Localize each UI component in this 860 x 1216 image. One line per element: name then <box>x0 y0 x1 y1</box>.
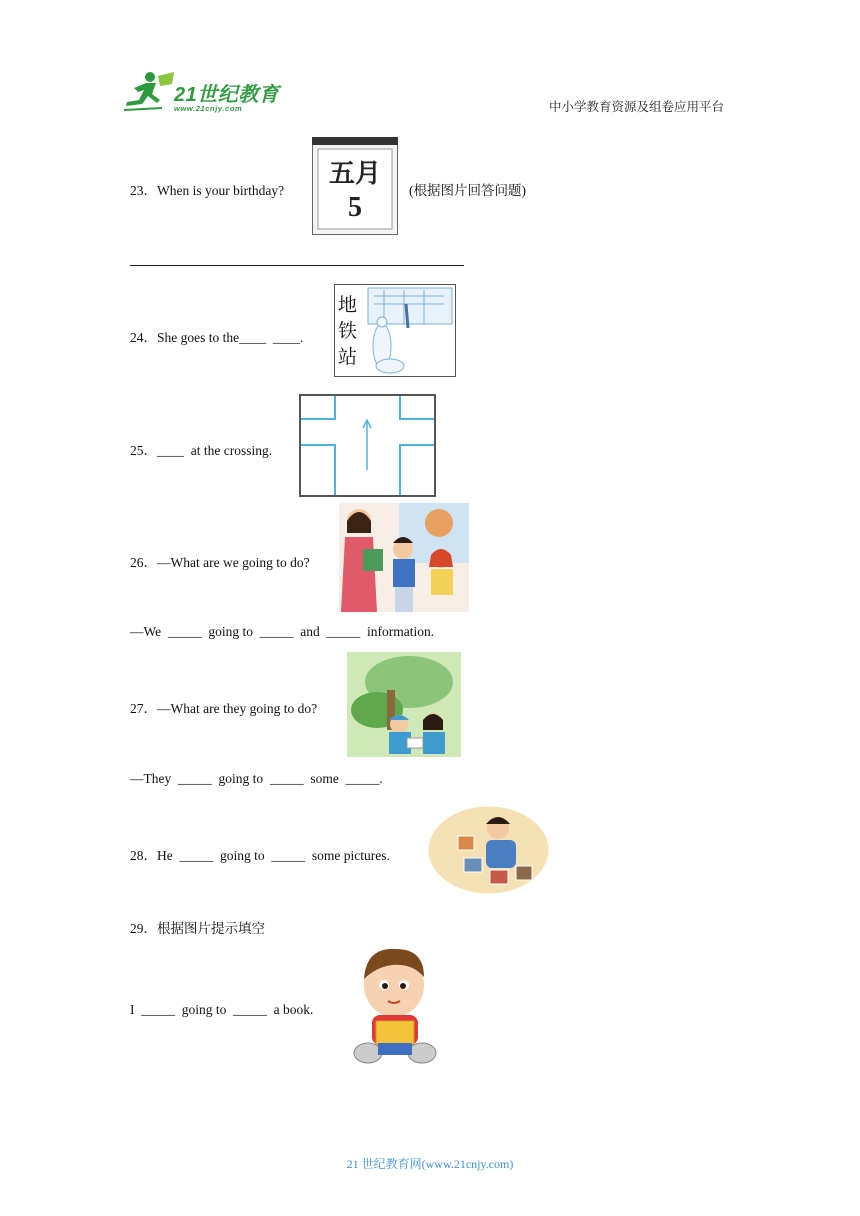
sign-char-1: 地 <box>338 294 358 316</box>
subway-station-image <box>334 284 456 377</box>
boy-pictures-image <box>428 806 549 894</box>
logo <box>122 70 292 115</box>
sign-char-2: 铁 <box>338 320 358 342</box>
header-platform-text: 中小学教育资源及组卷应用平台 <box>549 100 725 114</box>
answer-line-23 <box>130 265 464 266</box>
crossing-image <box>299 394 436 497</box>
answer-29: I _____ going to _____ a book. <box>130 1002 314 1017</box>
boy-reading-image <box>352 945 438 1071</box>
question-29: 29．根据图片提示填空 <box>130 921 265 936</box>
question-26: 26．—What are we going to do? <box>130 555 310 570</box>
sign-char-3: 站 <box>338 346 358 368</box>
question-27: 27．—What are they going to do? <box>130 701 318 716</box>
question-23-hint: (根据图片回答问题) <box>409 183 526 198</box>
runner-logo-icon <box>122 70 178 114</box>
logo-text: 21世纪教育 <box>174 84 280 106</box>
answer-26: —We _____ going to _____ and _____ information. <box>130 624 435 639</box>
question-24: 24．She goes to the____ ____. <box>130 330 304 345</box>
question-28: 28．He _____ going to _____ some pictures. <box>130 848 390 863</box>
header <box>0 0 860 130</box>
teacher-kids-image <box>339 503 469 612</box>
question-23: 23．When is your birthday? <box>130 183 285 198</box>
calendar-day: 5 <box>348 192 362 223</box>
question-25: 25．____ at the crossing. <box>130 443 273 458</box>
logo-url: www.21cnjy.com <box>174 104 243 113</box>
answer-27: —They _____ going to _____ some _____. <box>130 771 383 786</box>
footer-text: 21 世纪教育网(www.21cnjy.com) <box>346 1157 514 1171</box>
calendar-image <box>312 137 398 235</box>
kids-reading-park-image <box>347 652 461 757</box>
calendar-month: 五月 <box>328 159 381 189</box>
